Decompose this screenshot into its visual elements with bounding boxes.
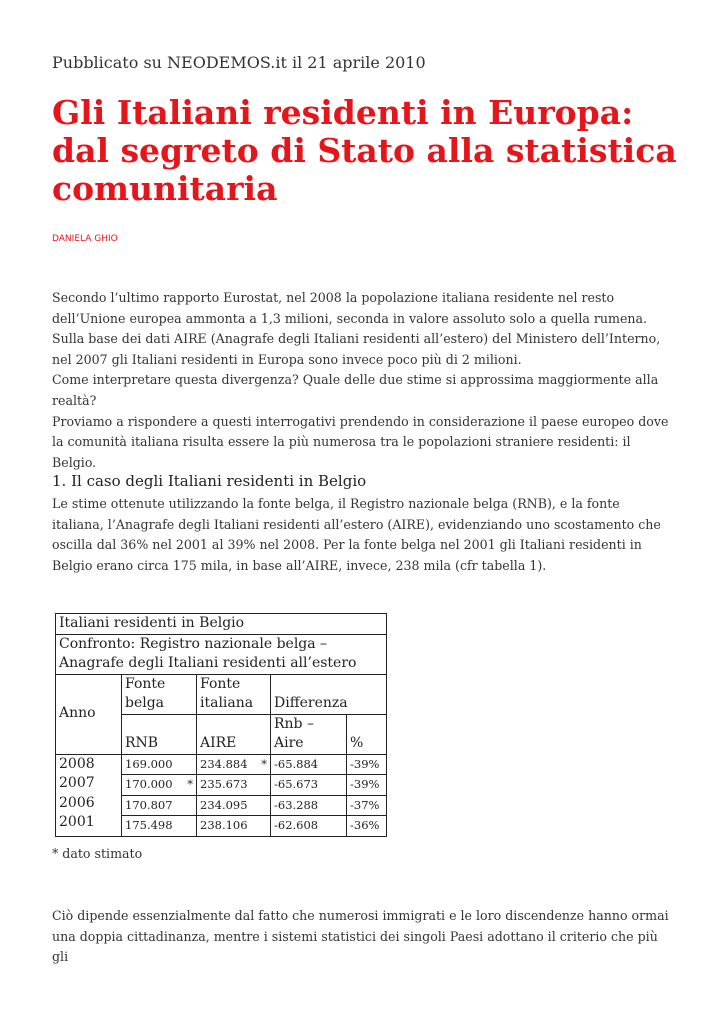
table-row [56, 754, 387, 775]
section-heading: 1. Il caso degli Italiani residenti in Belgio [52, 472, 367, 490]
pct-cell: -39% [347, 754, 387, 775]
rnb-value: 170.807 [125, 797, 173, 812]
author-name[interactable]: DANIELA GHIO [52, 234, 118, 244]
aire-value: 234.095 [200, 797, 248, 812]
subheader-aire: AIRE [197, 714, 271, 754]
intro-paragraph: Secondo l’ultimo rapporto Eurostat, nel 2008 la popolazione italiana residente nel resto dell’Unione europea ammonta a 1,3 milioni, seconda in valore assoluto solo a quella rumena. Sulla base dei dati AIRE (Anagrafe degli Italiani residenti all’estero) del Ministero dell’Interno, nel 2007 gli Italiani residenti in Europa sono invece poco più di 2 milioni. [52, 290, 661, 367]
rnb-cell [122, 775, 197, 796]
aire-value: 234.884 [200, 756, 248, 771]
diff-cell: -65.884 [271, 754, 347, 775]
table-subtitle: Confronto: Registro nazionale belga – Anagrafe degli Italiani residenti all’estero [56, 634, 387, 674]
header-fonte-italiana: Fonte italiana [197, 674, 271, 714]
section-text: Le stime ottenute utilizzando la fonte belga, il Registro nazionale belga (RNB), e la fonte italiana, l’Anagrafe degli Italiani residenti all’estero (AIRE), evidenziando uno scostamento che oscilla dal 36% nel 2001 al 39% nel 2008. Per la fonte belga nel 2001 gli Italiani residenti in Belgio erano circa 175 mila, in base all’AIRE, invece, 238 mila (cfr tabella 1). [52, 496, 661, 573]
intro-paragraph: Proviamo a rispondere a questi interrogativi prendendo in considerazione il paese europeo dove la comunità italiana risulta essere la più numerosa tra le popolazioni straniere residenti: il Belgio. [52, 413, 669, 470]
table-note: * dato stimato [52, 846, 143, 861]
anno-value: 2006 [59, 794, 95, 811]
table-title-row [56, 614, 387, 635]
aire-value: 238.106 [200, 818, 248, 832]
aire-cell [197, 754, 271, 775]
pct-cell: -36% [347, 816, 387, 837]
diff-cell: -65.673 [271, 775, 347, 796]
rnb-value: 169.000 [125, 756, 173, 771]
diff-cell: -62.608 [271, 816, 347, 837]
intro-text [52, 288, 674, 473]
closing-text: Ciò dipende essenzialmente dal fatto che numerosi immigrati e le loro discendenze hanno ormai una doppia cittadinanza, mentre i sistemi statistici dei singoli Paesi adottano il criterio che più gli [52, 908, 669, 965]
rnb-value: 170.000 [125, 777, 173, 791]
header-differenza: Differenza [271, 674, 387, 714]
subheader-pct: % [347, 714, 387, 754]
aire-cell [197, 775, 271, 796]
header-anno: Anno [56, 674, 122, 754]
residents-table [55, 613, 387, 837]
page-title: Gli Italiani residenti in Europa: dal segreto di Stato alla statistica comunitaria [52, 93, 677, 208]
header-fonte-belga: Fonte belga [122, 674, 197, 714]
pct-cell: -37% [347, 795, 387, 816]
rnb-cell [122, 754, 197, 775]
aire-value: 235.673 [200, 777, 248, 791]
anno-value: 2001 [59, 814, 95, 830]
anno-value: 2008 [59, 755, 95, 772]
subheader-rnb-aire: Rnb – Aire [271, 714, 347, 754]
anno-value: 2007 [59, 775, 95, 791]
pct-cell: -39% [347, 775, 387, 796]
subheader-rnb: RNB [122, 714, 197, 754]
aire-cell [197, 816, 271, 837]
rnb-cell [122, 816, 197, 837]
table-title: Italiani residenti in Belgio [56, 614, 387, 635]
aire-cell [197, 795, 271, 816]
rnb-cell [122, 795, 197, 816]
published-line: Pubblicato su NEODEMOS.it il 21 aprile 2010 [52, 53, 426, 72]
rnb-value: 175.498 [125, 818, 173, 832]
anno-cell [56, 754, 122, 836]
intro-paragraph: Come interpretare questa divergenza? Quale delle due stime si approssima maggiormente alla realtà? [52, 372, 659, 408]
table-header-row [56, 674, 387, 714]
estimate-marker: * [187, 777, 193, 791]
estimate-marker: * [261, 756, 267, 771]
table-subtitle-row [56, 634, 387, 674]
diff-cell: -63.288 [271, 795, 347, 816]
